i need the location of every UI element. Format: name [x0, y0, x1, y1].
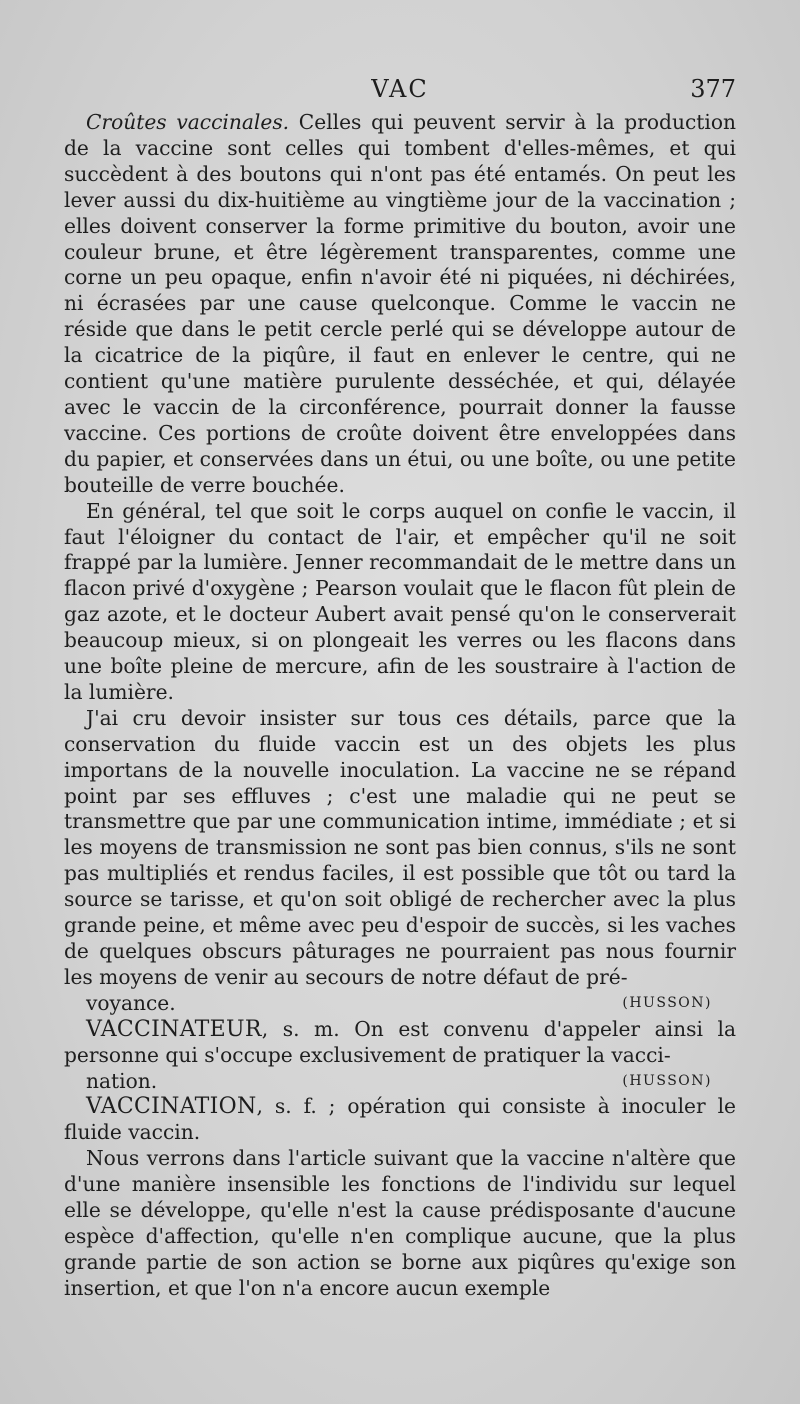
- entry-headword: VACCINATEUR: [86, 1016, 262, 1042]
- paragraph-text: En général, tel que soit le corps auquel on confie le vaccin, il faut l'éloigner du contact de l'air, et empêcher qu'il ne soit frappé par la lumière. Jenner recommandait de le mettre dans un flacon privé d'oxygène ; Pearson voulait que le flacon fût plein de gaz azote, et le docteur Aubert avait pensé qu'on le conserverait beaucoup mieux, si on plongeait les verres ou les flacons dans une boîte pleine de mercure, afin de les soustraire à l'action de la lumière.: [64, 498, 736, 704]
- body-text: [64, 110, 736, 1302]
- subheading-croutes: Croûtes vaccinales.: [86, 110, 290, 134]
- entry-grammar: , s. f. ;: [256, 1094, 336, 1119]
- entry-vaccinateur: [64, 1017, 736, 1069]
- signature-line: [64, 1069, 736, 1095]
- paragraph-text: Nous verrons dans l'article suivant que la vaccine n'altère que d'une manière insensible les fonctions de l'individu sur lequel elle se développe, qu'elle n'est la cause prédisposante d'aucune espèce d'affection, qu'elle n'en complique aucune, que la plus grande partie de son action se borne aux piqûres qu'exige son insertion, et que l'on n'a encore aucun exemple: [64, 1146, 736, 1300]
- paragraph-conservation: [64, 706, 736, 991]
- paragraph-nous-verrons: [64, 1146, 736, 1301]
- paragraph-general: [64, 499, 736, 706]
- entry-last-line: nation.: [86, 1068, 158, 1093]
- entry-headword: VACCINATION: [86, 1094, 257, 1120]
- entry-grammar: , s. m.: [261, 1016, 340, 1041]
- paragraph-text: J'ai cru devoir insister sur tous ces détails, parce que la conservation du fluide vaccin est un des objets les plus importans de la nouvelle inoculation. La vaccine ne se répand point par ses effluves ; c'est une maladie qui ne peut se transmettre que par une communication intime, immédiate ; et si les moyens de transmission ne sont pas bien connus, s'ils ne sont pas multipliés et rendus faciles, il est possible que tôt ou tard la source se tarisse, et qu'on soit obligé de rechercher avec la plus grande peine, et même avec peu d'espoir de succès, si les vaches de quelques obscurs pâturages ne pourraient pas nous fournir les moyens de venir au secours de notre défaut de pré-: [64, 705, 736, 989]
- entry-text: On est convenu d'appeler ainsi la personne qui s'occupe exclusivement de pratiquer la vacci-: [64, 1016, 736, 1067]
- author-signature: (HUSSON): [622, 994, 712, 1011]
- paragraph-croutes: [64, 110, 736, 499]
- page-number: 377: [690, 75, 736, 103]
- signature-line: [64, 991, 736, 1017]
- paragraph-last-line: voyance.: [86, 990, 176, 1015]
- entry-vaccination: [64, 1094, 736, 1146]
- paragraph-text: Celles qui peuvent servir à la production de la vaccine sont celles qui tombent d'elles-mêmes, et qui succèdent à des boutons qui n'ont pas été entamés. On peut les lever aussi du dix-huitième au vingtième jour de la vaccination ; elles doivent conserver la forme primitive du bouton, avoir une couleur brune, et être légèrement transparentes, comme une corne un peu opaque, enfin n'avoir été ni piquées, ni déchirées, ni écrasées par une cause quelconque. Comme le vaccin ne réside que dans le petit cercle perlé qui se développe autour de la cicatrice de la piqûre, il faut en enlever le centre, qui ne contient qu'une matière purulente desséchée, et qui, délayée avec le vaccin de la circonférence, pourrait donner la fausse vaccine. Ces portions de croûte doivent être enveloppées dans du papier, et conservées dans un étui, ou une boîte, ou une petite bouteille de verre bouchée.: [64, 110, 736, 497]
- author-signature: (HUSSON): [622, 1072, 712, 1089]
- entry-text: opération qui consiste à inoculer le fluide vaccin.: [64, 1094, 736, 1145]
- page-header: [64, 75, 736, 107]
- running-head: VAC: [371, 75, 429, 103]
